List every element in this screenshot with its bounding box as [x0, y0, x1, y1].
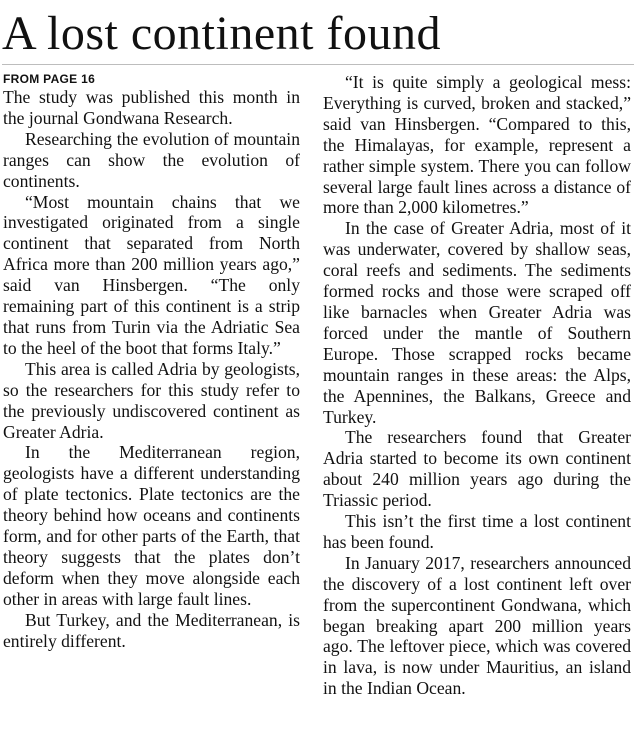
paragraph: This area is called Adria by geologists, so the researchers for this study refer to the previously undiscovered continent as Greater Adria.: [3, 358, 300, 442]
paragraph: Researching the evolution of mountain ranges can show the evolution of continents.: [3, 128, 300, 191]
paragraph: In the case of Greater Adria, most of it was underwater, covered by shallow seas, coral reefs and sediments. The sediments formed rocks and those were scraped off like barnacles when Greater Adria was forced under the mantle of Southern Europe. Those scrapped rocks became mountain ranges in these areas: the Alps, the Apennines, the Balkans, Greece and Turkey.: [323, 218, 631, 427]
paragraph: In the Mediterranean region, geologists have a different understanding of plate tectonics. Plate tectonics are the theory behind how oceans and continents form, and for other parts of the Earth, that theory suggests that the plates don’t deform when they move alongside each other in areas with large fault lines.: [3, 442, 300, 609]
headline: A lost continent found: [2, 7, 441, 60]
jump-label: FROM PAGE 16: [3, 72, 96, 86]
paragraph: This isn’t the first time a lost continent has been found.: [323, 511, 631, 552]
paragraph: “Most mountain chains that we investigated originated from a single continent that separated from North Africa more than 200 million years ago,” said van Hinsbergen. “The only remaining part of this continent is a strip that runs from Turin via the Adriatic Sea to the heel of the boot that forms Italy.”: [3, 191, 300, 358]
paragraph: “It is quite simply a geological mess: Everything is curved, broken and stacked,” said van Hinsbergen. “Compared to this, the Himalayas, for example, represent a rather simple system. There you can follow several large fault lines across a distance of more than 2,000 kilometres.”: [323, 72, 631, 218]
paragraph: But Turkey, and the Mediterranean, is entirely different.: [3, 609, 300, 651]
left-column: [3, 71, 300, 651]
paragraph: The researchers found that Greater Adria started to become its own continent about 240 million years ago during the Triassic period.: [323, 427, 631, 511]
paragraph: The study was published this month in the journal Gondwana Research.: [3, 87, 300, 128]
right-column: [323, 72, 631, 699]
paragraph: In January 2017, researchers announced the discovery of a lost continent left over from the supercontinent Gondwana, which began breaking apart 200 million years ago. The leftover piece, which was covered in lava, is now under Mauritius, an island in the Indian Ocean.: [323, 552, 631, 699]
headline-rule: [2, 64, 634, 65]
